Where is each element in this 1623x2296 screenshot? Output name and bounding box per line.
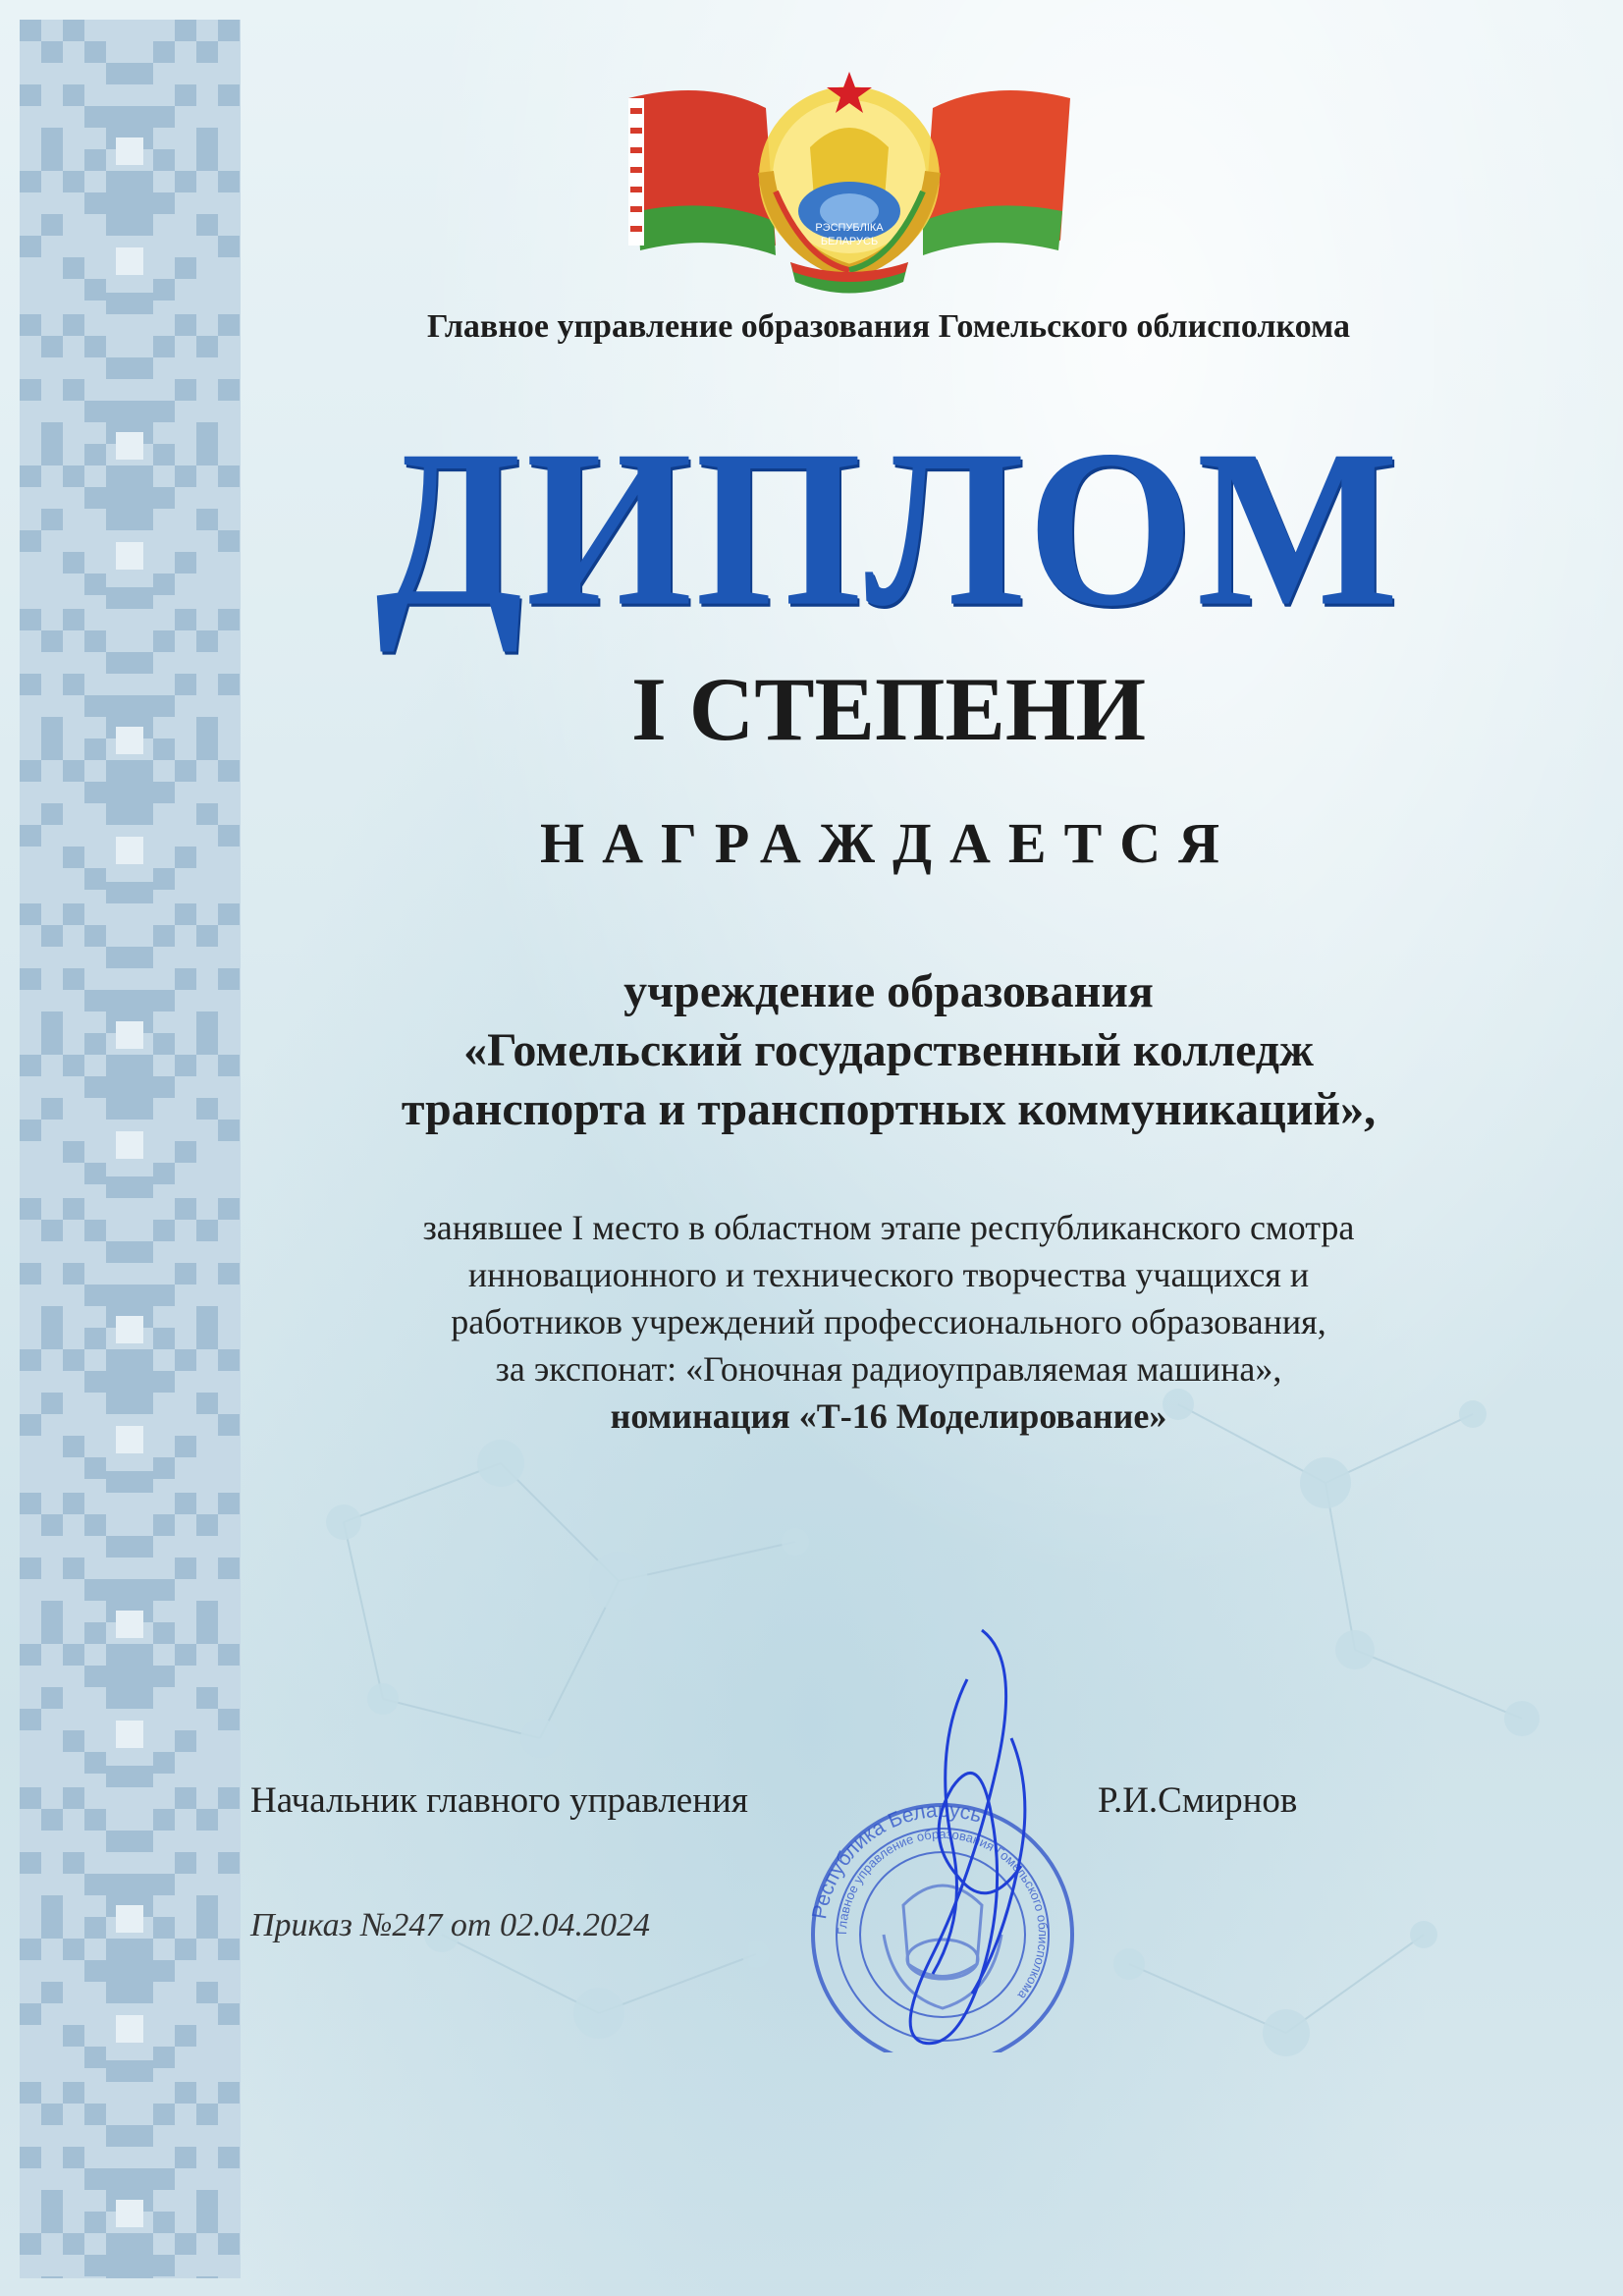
order-reference: Приказ №247 от 02.04.2024 (250, 1907, 650, 1943)
right-flag-icon (923, 90, 1070, 255)
description-line: занявшее I место в областном этапе республиканского смотра (422, 1208, 1355, 1247)
seal-emblem-icon (884, 1886, 1001, 2008)
official-seal (785, 1620, 1100, 2052)
diploma-degree: I СТЕПЕНИ (630, 659, 1146, 759)
svg-text:Республика Беларусь: Республика Беларусь (808, 1798, 985, 1921)
state-emblem (619, 54, 1080, 300)
recipient-block (226, 962, 1551, 1139)
nomination-line: номинация «Т-16 Моделирование» (610, 1396, 1167, 1436)
awarded-heading: НАГРАЖДАЕТСЯ (539, 811, 1238, 875)
recipient-line: транспорта и транспортных коммуникаций», (401, 1083, 1377, 1135)
svg-text:РЭСПУБЛІКА: РЭСПУБЛІКА (815, 222, 884, 234)
signer-role: Начальник главного управления (250, 1780, 748, 1821)
left-flag-icon (628, 90, 776, 255)
diploma-title: ДИПЛОМ (375, 404, 1402, 653)
svg-text:Главное управление образования: Главное управление образования Гомельского облисполкома (834, 1826, 1052, 2002)
description-line: инновационного и технического творчества учащихся и (467, 1255, 1310, 1294)
signer-name: Р.И.Смирнов (1098, 1780, 1298, 1821)
recipient-line: «Гомельский государственный колледж (463, 1024, 1314, 1076)
description-line: за экспонат: «Гоночная радиоуправляемая машина», (495, 1349, 1282, 1389)
achievement-description (226, 1204, 1551, 1440)
coat-of-arms-icon (759, 72, 940, 294)
svg-text:БЕЛАРУСЬ: БЕЛАРУСЬ (820, 236, 879, 247)
ornament-band (20, 20, 241, 2278)
issuing-organization: Главное управление образования Гомельского облисполкома (427, 308, 1350, 345)
recipient-line: учреждение образования (623, 965, 1154, 1017)
description-line: работников учреждений профессионального образования, (451, 1302, 1326, 1341)
